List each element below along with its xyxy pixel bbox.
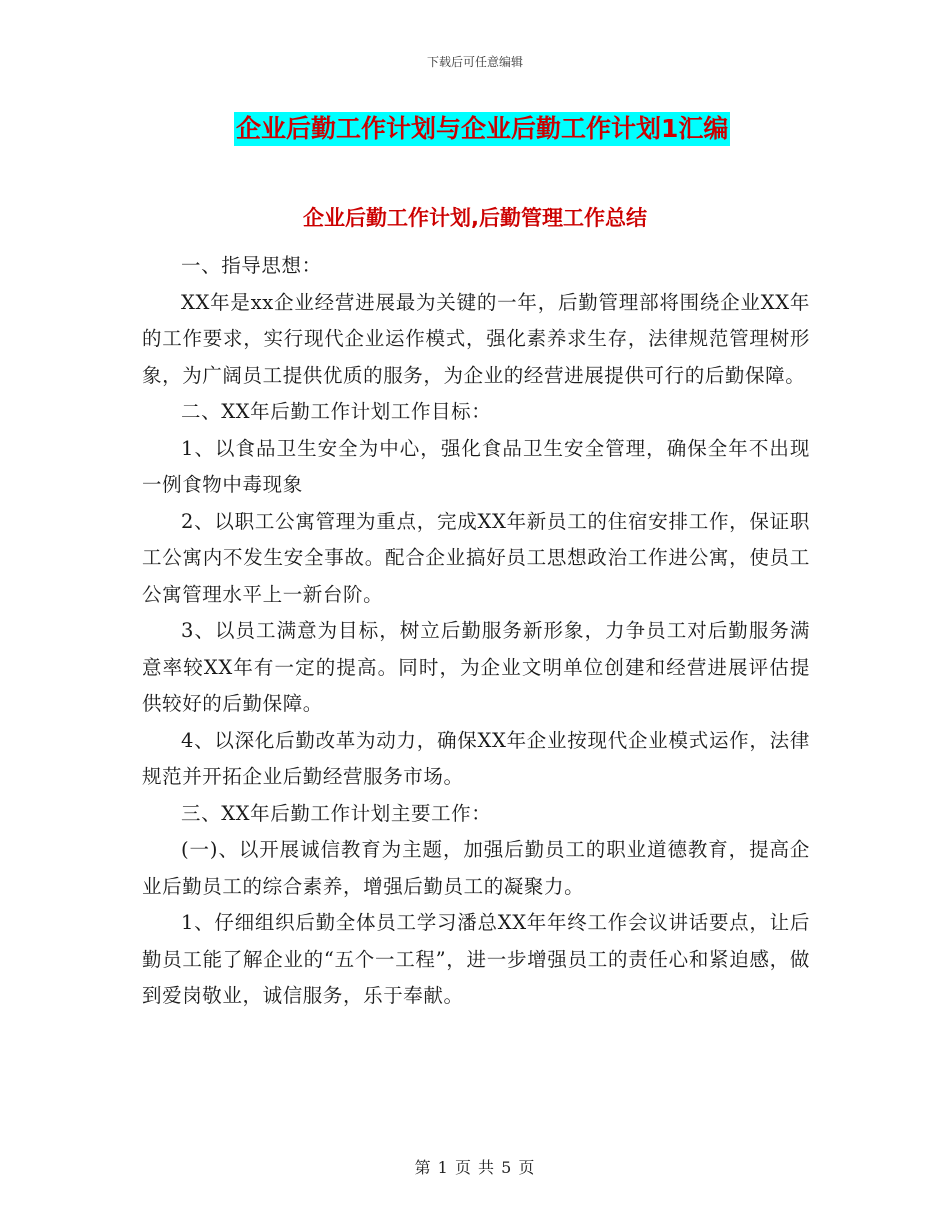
paragraph-goal-4: 4、以深化后勤改革为动力，确保XX年企业按现代企业模式运作，法律规范并开拓企业后勤经营服务市场。 xyxy=(142,728,810,788)
header-note: 下载后可任意编辑 xyxy=(426,55,523,69)
paragraph-main-work-heading: 三、XX年后勤工作计划主要工作： xyxy=(181,801,492,825)
document-title: 企业后勤工作计划与企业后勤工作计划1汇编 xyxy=(234,112,730,146)
paragraph-goals-heading: 二、XX年后勤工作计划工作目标： xyxy=(181,400,492,423)
paragraph-goal-2: 2、以职工公寓管理为重点，完成XX年新员工的住宿安排工作，保证职工公寓内不发生安全事故。配合企业搞好员工思想政治工作进公寓，使员工公寓管理水平上一新台阶。 xyxy=(142,509,810,606)
body-text xyxy=(142,248,810,1015)
paragraph-work-item-1: (一)、以开展诚信教育为主题，加强后勤员工的职业道德教育，提高企业后勤员工的综合素养，增强后勤员工的凝聚力。 xyxy=(142,838,810,898)
page-footer: 第 1 页 共 5 页 xyxy=(414,1158,536,1177)
paragraph-work-detail-1: 1、仔细组织后勤全体员工学习潘总XX年年终工作会议讲话要点，让后勤员工能了解企业的“五个一工程”，进一步增强员工的责任心和紧迫感，做到爱岗敬业，诚信服务，乐于奉献。 xyxy=(142,911,810,1007)
paragraph-guiding-thought-heading: 一、指导思想： xyxy=(181,254,322,277)
paragraph-guiding-thought: XX年是xx企业经营进展最为关键的一年，后勤管理部将围绕企业XX年的工作要求，实行现代企业运作模式，强化素养求生存，法律规范管理树形象，为广阔员工提供优质的服务，为企业的经营进展提供可行的后勤保障。 xyxy=(142,290,810,387)
paragraph-goal-1: 1、以食品卫生安全为中心，强化食品卫生安全管理，确保全年不出现一例食物中毒现象 xyxy=(142,436,810,496)
paragraph-goal-3: 3、以员工满意为目标，树立后勤服务新形象，力争员工对后勤服务满意率较XX年有一定的提高。同时，为企业文明单位创建和经营进展评估提供较好的后勤保障。 xyxy=(142,619,810,715)
section-title: 企业后勤工作计划,后勤管理工作总结 xyxy=(303,206,647,230)
